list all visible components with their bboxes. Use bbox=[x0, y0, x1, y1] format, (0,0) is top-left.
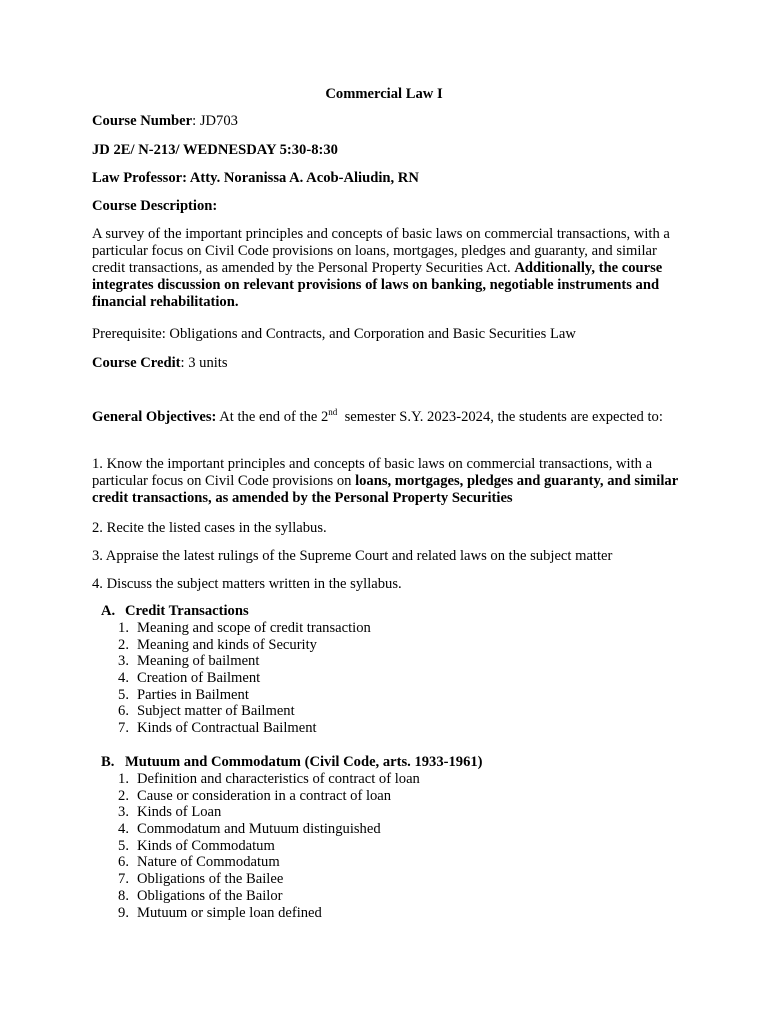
list-item-text: Meaning and kinds of Security bbox=[137, 636, 317, 653]
course-description-plain: A survey of the important principles and concepts of basic laws on commercial transactions, with a particular focus on Civil Code provisions on loans, mortgages, pledges and guaranty, and similar credit transactions, as amended by the Personal Property Securities Act. bbox=[92, 226, 670, 276]
list-item-text: Creation of Bailment bbox=[137, 670, 261, 687]
list-item-number: 3. bbox=[118, 804, 129, 821]
list-item-text: Mutuum or simple loan defined bbox=[137, 904, 322, 921]
objective-1 bbox=[92, 456, 684, 507]
list-item-number: 4. bbox=[118, 821, 129, 838]
list-item bbox=[118, 670, 371, 687]
list-item-text: Cause or consideration in a contract of loan bbox=[137, 787, 392, 804]
list-item-number: 4. bbox=[118, 670, 129, 687]
course-description-text bbox=[92, 226, 686, 311]
section-a-list bbox=[118, 620, 371, 737]
course-credit-value: 3 units bbox=[188, 355, 228, 371]
list-item-number: 9. bbox=[118, 904, 129, 921]
list-item bbox=[118, 771, 420, 788]
objective-4: 4. Discuss the subject matters written in the syllabus. bbox=[92, 576, 402, 592]
objective-1-bold: loans, mortgages, pledges and guaranty, and similar credit transactions, as amended by the Personal Property Securities bbox=[92, 473, 678, 506]
list-item-text: Subject matter of Bailment bbox=[137, 703, 295, 720]
list-item-text: Kinds of Loan bbox=[137, 804, 222, 821]
general-objectives-text-before: At the end of the 2 bbox=[219, 409, 329, 425]
list-item bbox=[118, 787, 420, 805]
list-item-text: Parties in Bailment bbox=[137, 686, 249, 703]
list-item bbox=[118, 804, 420, 821]
list-item bbox=[118, 904, 420, 922]
list-item-number: 6. bbox=[118, 703, 129, 720]
list-item-number: 2. bbox=[118, 636, 129, 653]
section-b-heading bbox=[101, 754, 483, 771]
professor-line: Law Professor: Atty. Noranissa A. Acob-Aliudin, RN bbox=[92, 170, 419, 186]
list-item-number: 3. bbox=[118, 653, 129, 670]
schedule-line: JD 2E/ N-213/ WEDNESDAY 5:30-8:30 bbox=[92, 142, 338, 158]
list-item-number: 5. bbox=[118, 686, 129, 703]
list-item bbox=[118, 720, 371, 737]
list-item-text: Meaning of bailment bbox=[137, 653, 260, 670]
list-item bbox=[118, 686, 371, 704]
course-number-value: JD703 bbox=[199, 113, 238, 129]
list-item bbox=[118, 821, 420, 838]
list-item bbox=[118, 887, 420, 905]
list-item bbox=[118, 653, 371, 670]
list-item bbox=[118, 703, 371, 720]
list-item bbox=[118, 620, 371, 637]
list-item-text: Obligations of the Bailor bbox=[137, 887, 283, 904]
general-objectives-text-after: semester S.Y. 2023-2024, the students are expected to: bbox=[344, 409, 663, 425]
list-item-number: 1. bbox=[118, 620, 129, 636]
section-b-list bbox=[118, 771, 420, 921]
list-item-number: 7. bbox=[118, 720, 129, 737]
list-item bbox=[118, 854, 420, 871]
list-item-number: 2. bbox=[118, 787, 129, 804]
list-item-text: Commodatum and Mutuum distinguished bbox=[137, 821, 381, 838]
list-item-number: 5. bbox=[118, 837, 129, 854]
course-number-line: Course Number: JD703 bbox=[92, 113, 238, 129]
list-item bbox=[118, 636, 371, 654]
prerequisite-line: Prerequisite: Obligations and Contracts, and Corporation and Basic Securities Law bbox=[92, 326, 576, 342]
objective-3: 3. Appraise the latest rulings of the Supreme Court and related laws on the subject matter bbox=[92, 548, 613, 564]
list-item-number: 6. bbox=[118, 854, 129, 871]
list-item-number: 1. bbox=[118, 771, 129, 787]
course-description-heading: Course Description: bbox=[92, 198, 218, 214]
objective-2: 2. Recite the listed cases in the syllabus. bbox=[92, 520, 327, 536]
section-b-letter: B. bbox=[101, 754, 115, 770]
general-objectives-sup: nd bbox=[328, 407, 338, 417]
objective-1-plain: 1. Know the important principles and concepts of basic laws on commercial transactions, with a particular focus on Civil Code provisions on bbox=[92, 456, 653, 489]
list-item-number: 7. bbox=[118, 871, 129, 888]
course-number-label: Course Number bbox=[92, 113, 193, 129]
list-item bbox=[118, 871, 420, 888]
course-description-bold: Additionally, the course integrates discussion on relevant provisions of laws on banking, negotiable instruments and financial rehabilitation. bbox=[92, 260, 663, 310]
section-a-title: Credit Transactions bbox=[125, 603, 249, 619]
list-item-text: Kinds of Contractual Bailment bbox=[137, 720, 317, 737]
general-objectives-label: General Objectives: bbox=[92, 409, 217, 425]
section-a-letter: A. bbox=[101, 603, 116, 619]
list-item-text: Meaning and scope of credit transaction bbox=[137, 620, 371, 636]
list-item-number: 8. bbox=[118, 887, 129, 904]
list-item bbox=[118, 837, 420, 855]
course-credit-line: Course Credit: 3 units bbox=[92, 355, 228, 371]
list-item-text: Kinds of Commodatum bbox=[137, 837, 275, 854]
list-item-text: Definition and characteristics of contract of loan bbox=[137, 771, 420, 787]
general-objectives-paragraph bbox=[92, 409, 684, 426]
course-credit-label: Course Credit bbox=[92, 355, 181, 371]
section-a-heading bbox=[101, 603, 249, 620]
document-title: Commercial Law I bbox=[325, 86, 443, 102]
list-item-text: Obligations of the Bailee bbox=[137, 871, 284, 888]
list-item-text: Nature of Commodatum bbox=[137, 854, 280, 871]
section-b-title: Mutuum and Commodatum (Civil Code, arts. 1933-1961) bbox=[125, 754, 483, 770]
